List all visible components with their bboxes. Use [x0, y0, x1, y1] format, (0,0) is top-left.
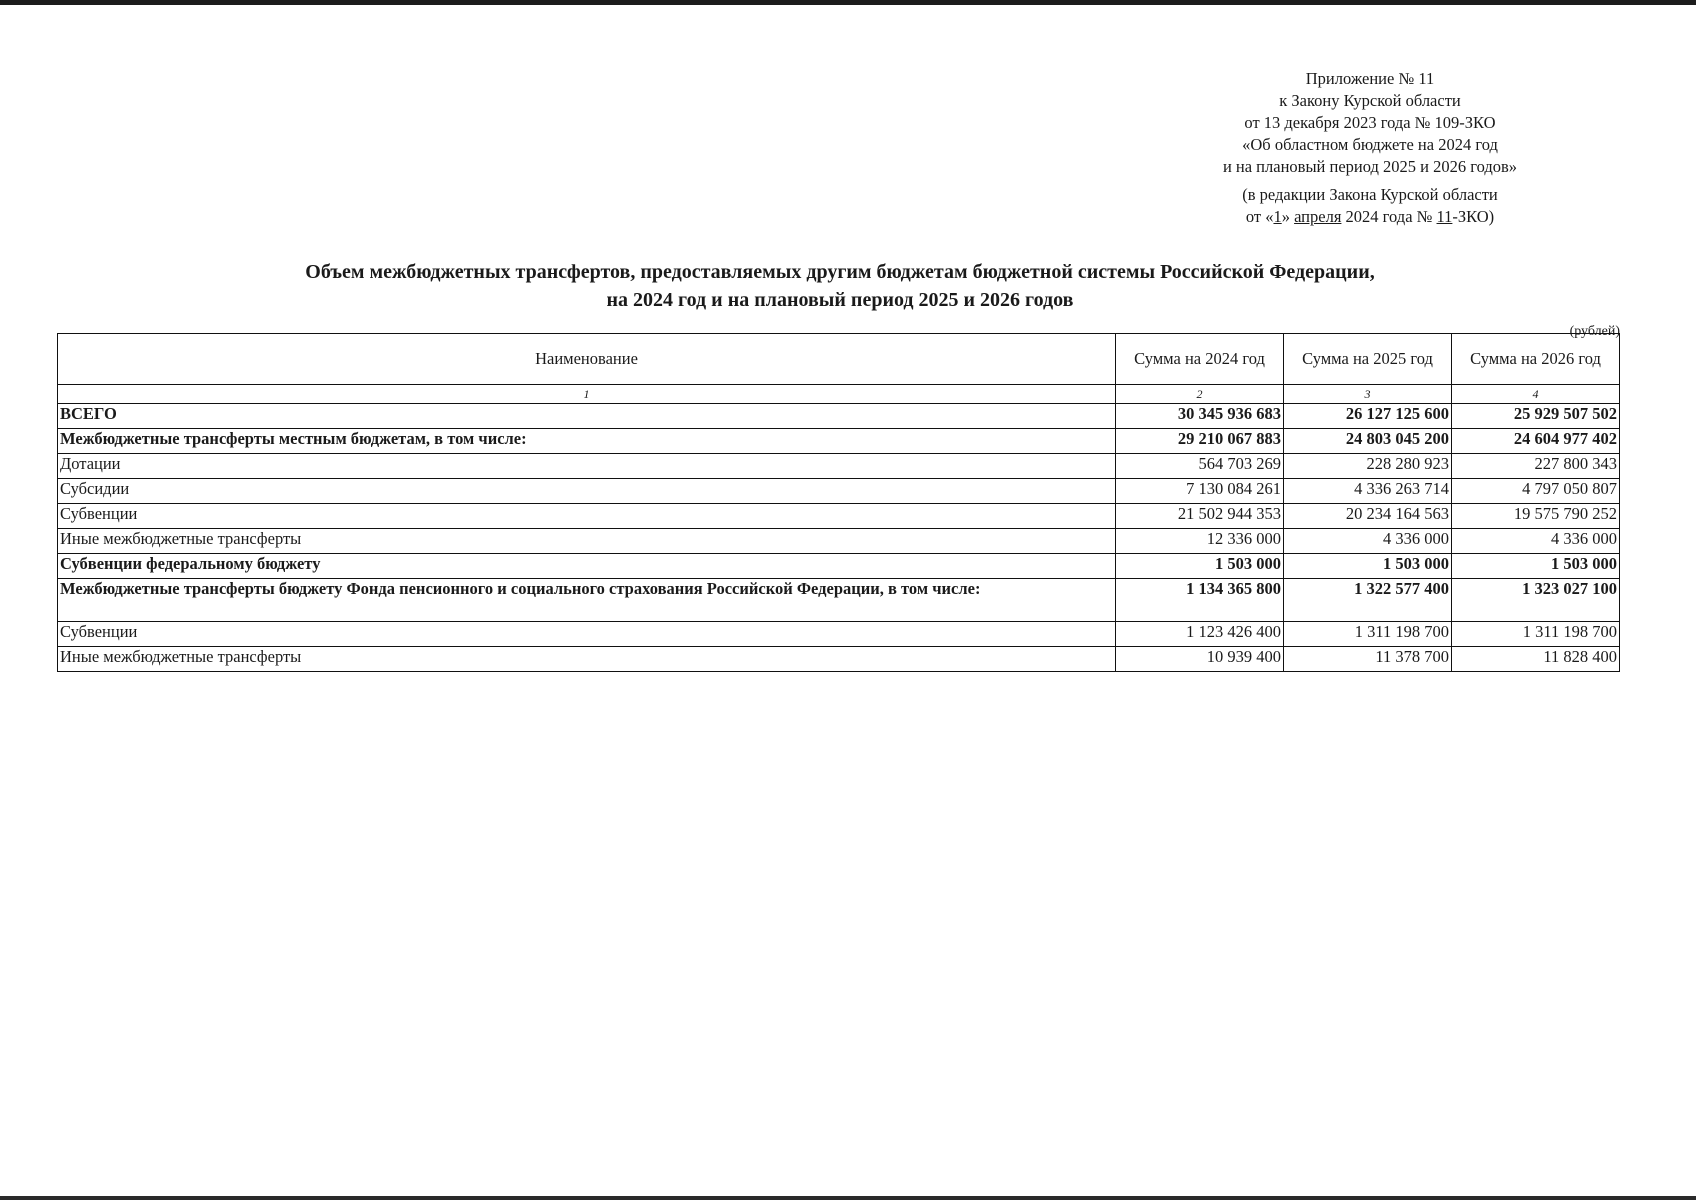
row-value-2024: 12 336 000: [1116, 529, 1284, 554]
amendment-mid: 2024 года №: [1341, 207, 1437, 226]
appendix-line: от 13 декабря 2023 года № 109-ЗКО: [1244, 113, 1496, 132]
row-value-2025: 4 336 000: [1284, 529, 1452, 554]
row-name: Субвенции: [58, 622, 1116, 647]
column-number: 1: [58, 385, 1116, 404]
table-row: [58, 404, 1620, 429]
table-row: [58, 504, 1620, 529]
table-header-row: [58, 334, 1620, 385]
table-row: [58, 579, 1620, 622]
document-title: [150, 258, 1530, 314]
row-value-2026: 4 336 000: [1452, 529, 1620, 554]
column-number: 2: [1116, 385, 1284, 404]
row-value-2024: 1 123 426 400: [1116, 622, 1284, 647]
row-value-2025: 1 311 198 700: [1284, 622, 1452, 647]
header-name: Наименование: [58, 334, 1116, 385]
appendix-line: и на плановый период 2025 и 2026 годов»: [1222, 157, 1518, 176]
table-row: [58, 529, 1620, 554]
row-value-2024: 1 503 000: [1116, 554, 1284, 579]
row-value-2024: 10 939 400: [1116, 647, 1284, 672]
table-row: [58, 479, 1620, 504]
appendix-line: к Закону Курской области: [1279, 91, 1461, 110]
row-value-2026: 19 575 790 252: [1452, 504, 1620, 529]
row-name: Субсидии: [58, 479, 1116, 504]
title-line: на 2024 год и на плановый период 2025 и 2026 годов: [606, 289, 1074, 311]
amendment-number: 11: [1436, 207, 1453, 226]
amendment-mid: »: [1281, 207, 1295, 226]
header-2026: Сумма на 2026 год: [1452, 334, 1620, 385]
row-value-2026: 1 503 000: [1452, 554, 1620, 579]
row-name: ВСЕГО: [58, 404, 1116, 429]
units-label: (рублей): [1569, 324, 1620, 339]
title-line: Объем межбюджетных трансфертов, предоставляемых другим бюджетам бюджетной системы Российской Федерации,: [305, 261, 1375, 283]
row-name: Субвенции: [58, 504, 1116, 529]
amendment-prefix: от «: [1245, 207, 1274, 226]
header-2025: Сумма на 2025 год: [1284, 334, 1452, 385]
row-value-2025: 228 280 923: [1284, 454, 1452, 479]
header-2024: Сумма на 2024 год: [1116, 334, 1284, 385]
column-number: 3: [1284, 385, 1452, 404]
row-value-2026: 1 311 198 700: [1452, 622, 1620, 647]
row-value-2026: 25 929 507 502: [1452, 404, 1620, 429]
row-value-2026: 24 604 977 402: [1452, 429, 1620, 454]
row-name: Субвенции федеральному бюджету: [58, 554, 1116, 579]
row-value-2025: 4 336 263 714: [1284, 479, 1452, 504]
row-value-2024: 7 130 084 261: [1116, 479, 1284, 504]
scan-edge-top: [0, 0, 1696, 5]
table-row: [58, 429, 1620, 454]
row-value-2025: 26 127 125 600: [1284, 404, 1452, 429]
row-value-2025: 24 803 045 200: [1284, 429, 1452, 454]
amendment-day: 1: [1273, 207, 1282, 226]
row-value-2025: 1 503 000: [1284, 554, 1452, 579]
amendment-month: апреля: [1294, 207, 1342, 226]
table-row: [58, 454, 1620, 479]
row-value-2026: 227 800 343: [1452, 454, 1620, 479]
table-row: [58, 647, 1620, 672]
row-value-2024: 29 210 067 883: [1116, 429, 1284, 454]
appendix-line: «Об областном бюджете на 2024 год: [1242, 135, 1498, 154]
row-value-2025: 20 234 164 563: [1284, 504, 1452, 529]
table-row: [58, 622, 1620, 647]
row-value-2024: 564 703 269: [1116, 454, 1284, 479]
appendix-line: (в редакции Закона Курской области: [1242, 185, 1498, 204]
amendment-suffix: -ЗКО): [1452, 207, 1495, 226]
transfers-table: [57, 333, 1620, 672]
column-number: 4: [1452, 385, 1620, 404]
row-name: Дотации: [58, 454, 1116, 479]
row-name: Межбюджетные трансферты бюджету Фонда пенсионного и социального страхования Российской Федерации, в том числе:: [58, 579, 1116, 622]
row-value-2024: 30 345 936 683: [1116, 404, 1284, 429]
row-value-2024: 21 502 944 353: [1116, 504, 1284, 529]
row-value-2024: 1 134 365 800: [1116, 579, 1284, 622]
row-value-2026: 4 797 050 807: [1452, 479, 1620, 504]
scan-edge-bottom: [0, 1196, 1696, 1200]
row-value-2025: 1 322 577 400: [1284, 579, 1452, 622]
appendix-line: Приложение № 11: [1305, 69, 1435, 88]
table-row: [58, 554, 1620, 579]
row-name: Иные межбюджетные трансферты: [58, 529, 1116, 554]
column-number-row: [58, 385, 1620, 404]
appendix-header: [1180, 68, 1560, 228]
row-name: Иные межбюджетные трансферты: [58, 647, 1116, 672]
row-value-2025: 11 378 700: [1284, 647, 1452, 672]
row-name: Межбюджетные трансферты местным бюджетам, в том числе:: [58, 429, 1116, 454]
row-value-2026: 11 828 400: [1452, 647, 1620, 672]
row-value-2026: 1 323 027 100: [1452, 579, 1620, 622]
appendix-line-amendment: [1180, 206, 1560, 228]
